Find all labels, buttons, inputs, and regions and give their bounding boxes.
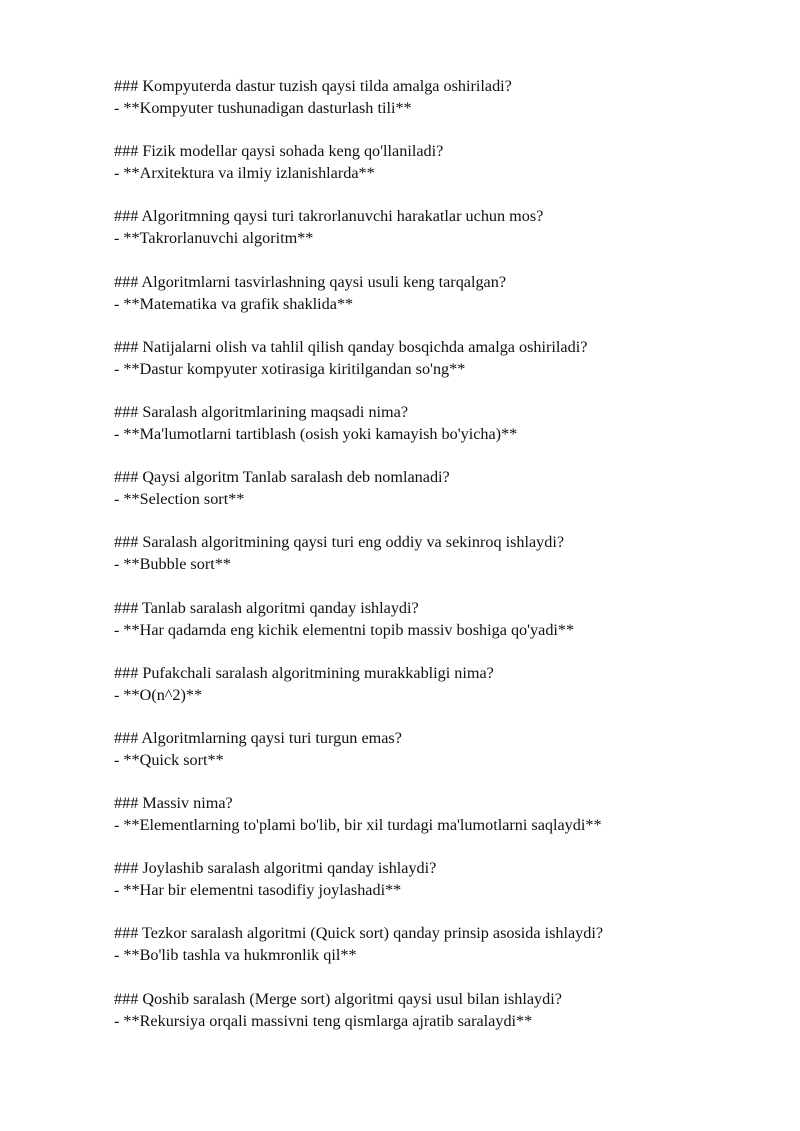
question-text: ### Pufakchali saralash algoritmining murakkabligi nima? <box>114 663 494 682</box>
qa-item <box>114 922 774 987</box>
question-text: ### Kompyuterda dastur tuzish qaysi tilda amalga oshiriladi? <box>114 77 512 95</box>
answer-text: - **Ma'lumotlarni tartiblash (osish yoki kamayish bo'yicha)** <box>114 424 518 443</box>
question-text: ### Saralash algoritmining qaysi turi eng oddiy va sekinroq ishlaydi? <box>114 533 565 552</box>
answer-text: - **Bo'lib tashla va hukmronlik qil** <box>114 946 357 965</box>
question-text: ### Tanlab saralash algoritmi qanday ishlaydi? <box>114 598 419 617</box>
question-text: ### Fizik modellar qaysi sohada keng qo'llaniladi? <box>114 142 444 161</box>
qa-item <box>114 662 774 727</box>
answer-text: - **Rekursiya orqali massivni teng qismlarga ajratib saralaydi** <box>114 1011 533 1030</box>
qa-list <box>114 75 774 1053</box>
answer-text: - **Har bir elementni tasodifiy joylashadi** <box>114 881 402 900</box>
question-text: ### Joylashib saralash algoritmi qanday ishlaydi? <box>114 859 437 878</box>
question-text: ### Qaysi algoritm Tanlab saralash deb nomlanadi? <box>114 468 450 487</box>
qa-item <box>114 205 774 270</box>
qa-item <box>114 792 774 857</box>
question-text: ### Algoritmning qaysi turi takrorlanuvchi harakatlar uchun mos? <box>114 207 544 226</box>
question-text: ### Natijalarni olish va tahlil qilish qanday bosqichda amalga oshiriladi? <box>114 337 588 356</box>
qa-item <box>114 271 774 336</box>
answer-text: - **Bubble sort** <box>114 555 231 574</box>
answer-text: - **Har qadamda eng kichik elementni topib massiv boshiga qo'yadi** <box>114 620 575 639</box>
question-text: ### Saralash algoritmlarining maqsadi nima? <box>114 402 408 421</box>
qa-item <box>114 988 774 1053</box>
answer-text: - **Elementlarning to'plami bo'lib, bir xil turdagi ma'lumotlarni saqlaydi** <box>114 816 602 835</box>
qa-item <box>114 75 774 140</box>
question-text: ### Algoritmlarning qaysi turi turgun emas? <box>114 728 402 747</box>
answer-text: - **Selection sort** <box>114 490 245 509</box>
qa-item <box>114 857 774 922</box>
question-text: ### Algoritmlarni tasvirlashning qaysi usuli keng tarqalgan? <box>114 272 507 291</box>
answer-text: - **O(n^2)** <box>114 685 203 704</box>
qa-item <box>114 140 774 205</box>
qa-item <box>114 466 774 531</box>
answer-text: - **Matematika va grafik shaklida** <box>114 294 354 313</box>
answer-text: - **Dastur kompyuter xotirasiga kiritilgandan so'ng** <box>114 359 466 378</box>
qa-item <box>114 727 774 792</box>
answer-text: - **Takrorlanuvchi algoritm** <box>114 229 314 248</box>
question-text: ### Massiv nima? <box>114 794 233 813</box>
qa-item <box>114 401 774 466</box>
answer-text: - **Quick sort** <box>114 750 224 769</box>
qa-item <box>114 597 774 662</box>
qa-item <box>114 336 774 401</box>
answer-text: - **Arxitektura va ilmiy izlanishlarda** <box>114 164 375 183</box>
question-text: ### Tezkor saralash algoritmi (Quick sort) qanday prinsip asosida ishlaydi? <box>114 924 604 943</box>
qa-item <box>114 531 774 596</box>
question-text: ### Qoshib saralash (Merge sort) algoritmi qaysi usul bilan ishlaydi? <box>114 989 562 1008</box>
answer-text: - **Kompyuter tushunadigan dasturlash tili** <box>114 99 412 117</box>
